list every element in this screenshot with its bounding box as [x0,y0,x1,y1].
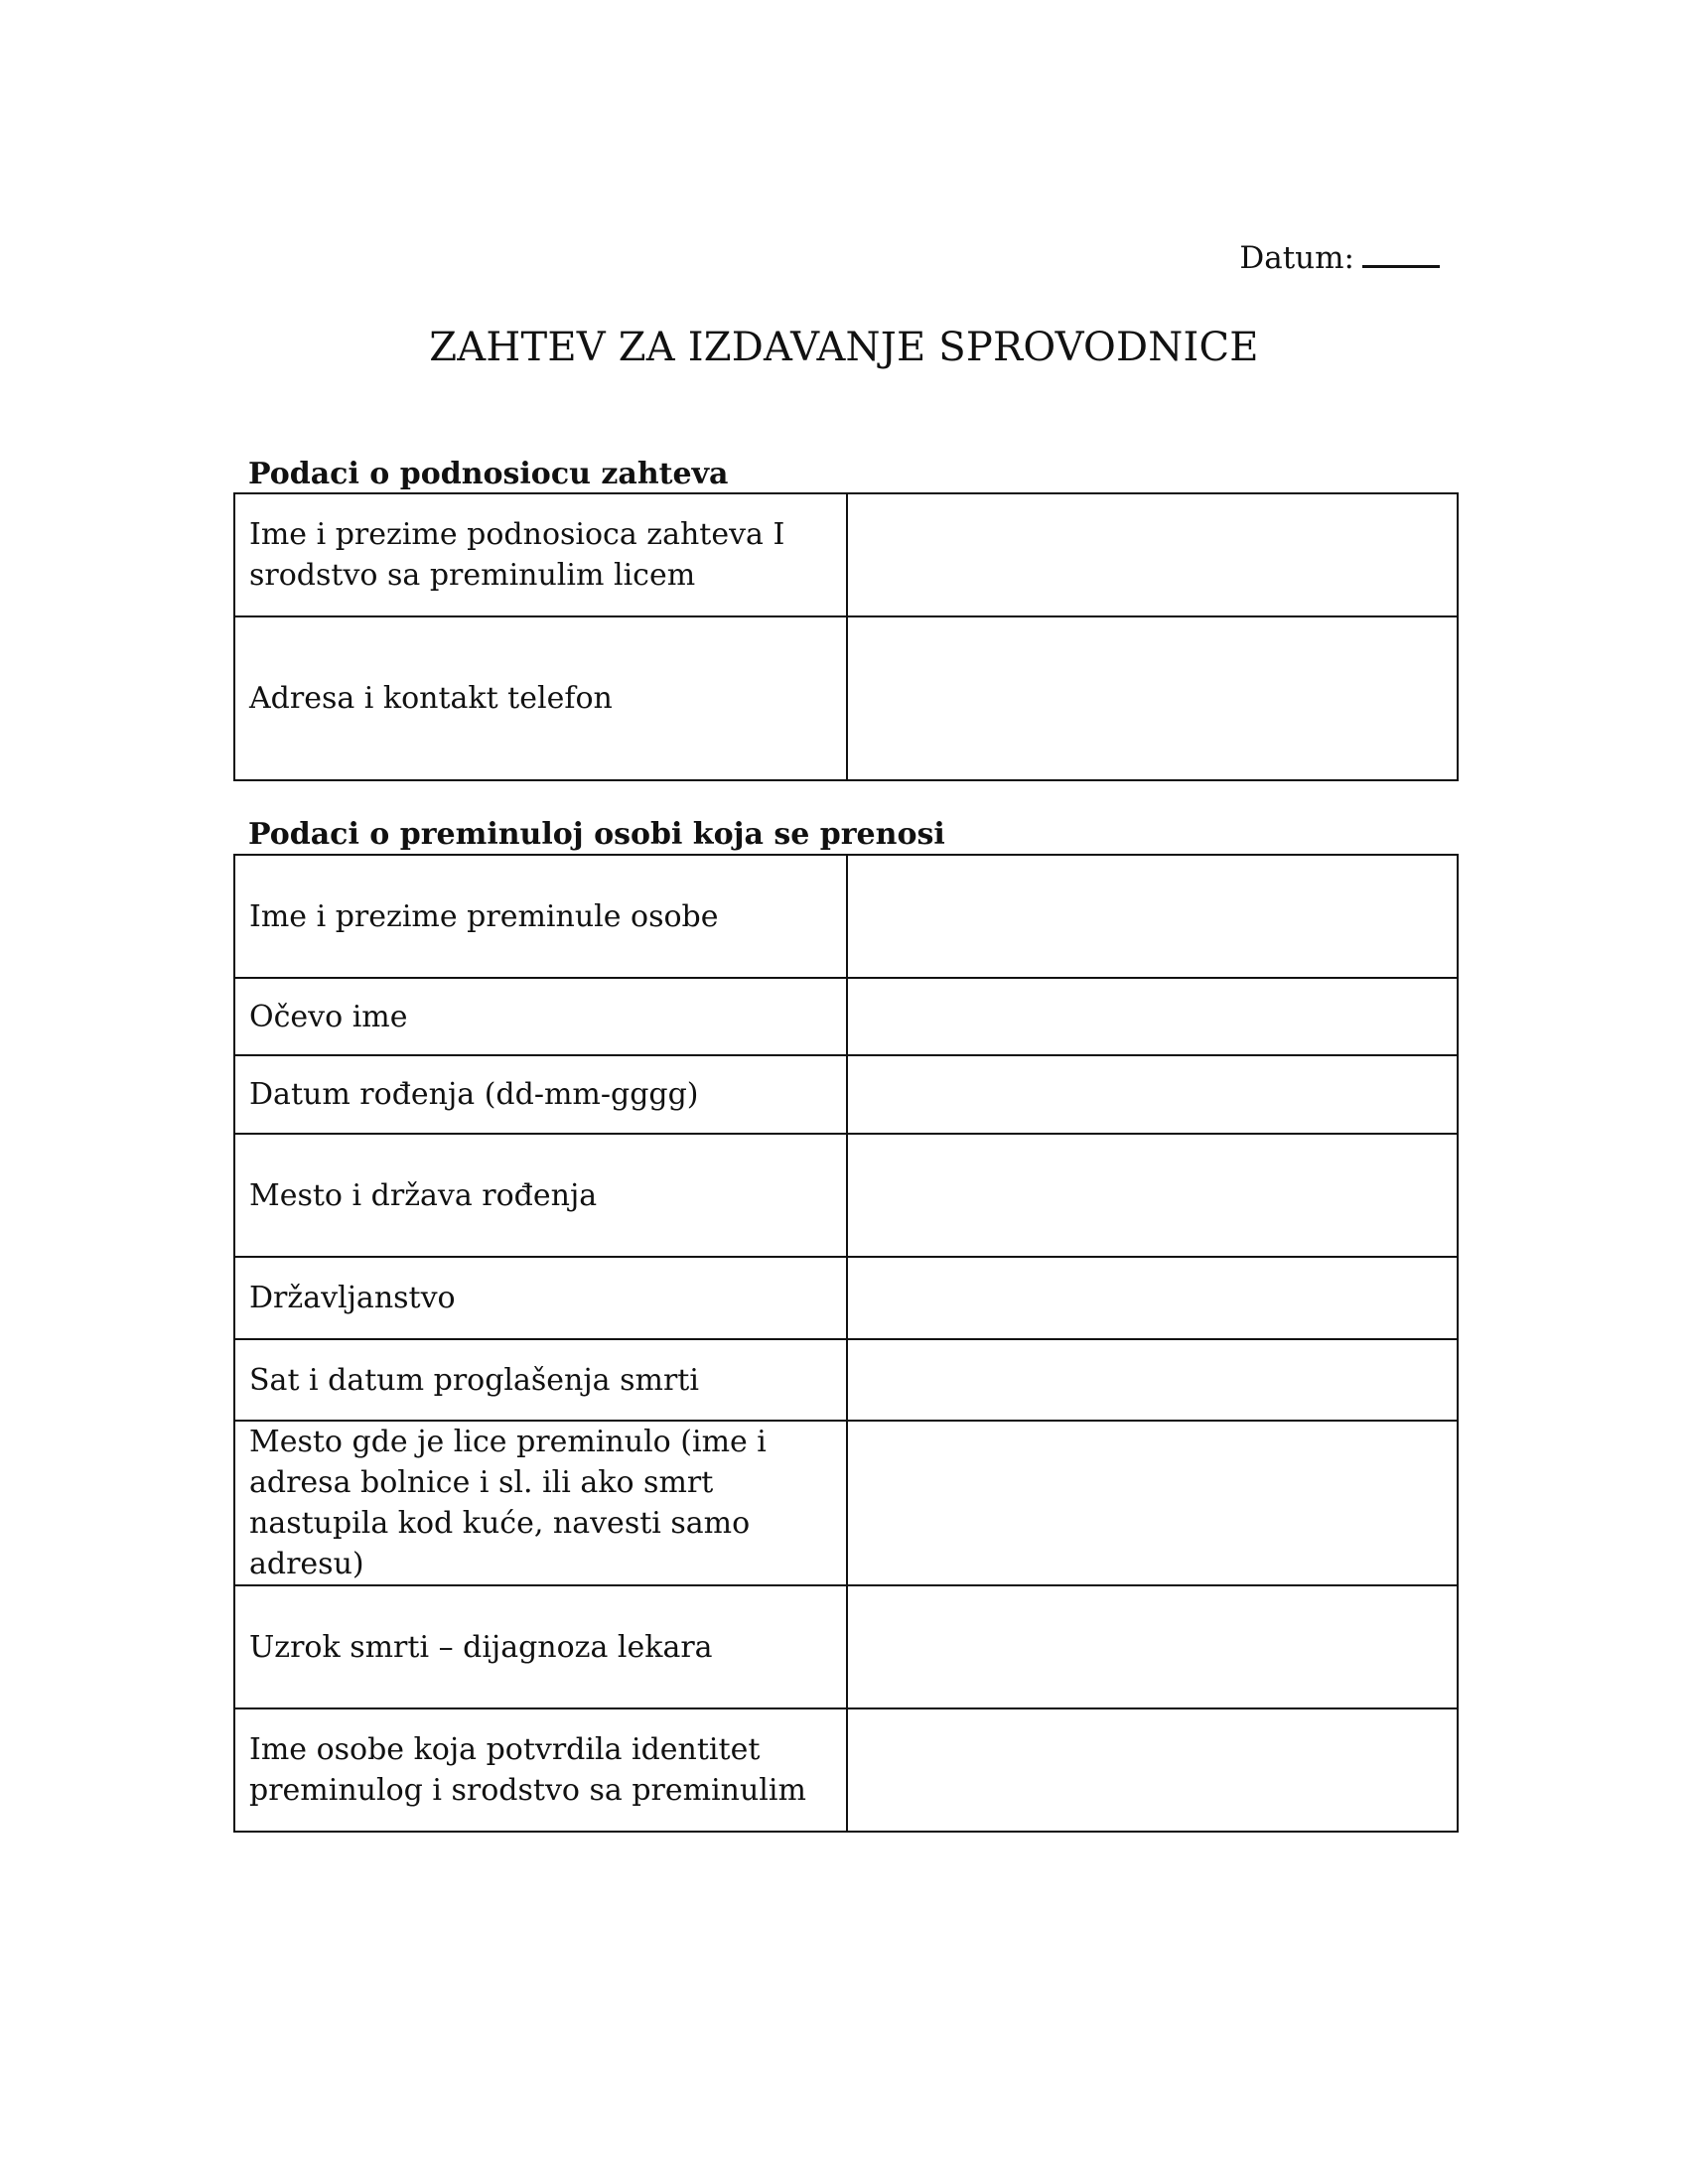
table-row [234,1134,1458,1257]
field-label: Ime osobe koja potvrdila identitet preminulog i srodstvo sa preminulim [234,1708,847,1832]
field-value[interactable] [847,978,1458,1055]
field-label: Ime i prezime preminule osobe [234,855,847,978]
field-label: Državljanstvo [234,1257,847,1339]
table-row [234,855,1458,978]
field-label: Sat i datum proglašenja smrti [234,1339,847,1421]
section-heading-deceased: Podaci o preminuloj osobi koja se prenosi [248,817,945,852]
field-label: Uzrok smrti – dijagnoza lekara [234,1585,847,1708]
table-row [234,1421,1458,1585]
field-label: Ime i prezime podnosioca zahteva I srodstvo sa preminulim licem [234,493,847,616]
section-heading-applicant: Podaci o podnosiocu zahteva [248,457,729,491]
deceased-table [233,854,1459,1833]
table-row [234,616,1458,780]
field-label: Datum rođenja (dd-mm-gggg) [234,1055,847,1134]
field-value[interactable] [847,616,1458,780]
field-value[interactable] [847,1257,1458,1339]
table-row [234,1257,1458,1339]
table-row [234,1339,1458,1421]
field-value[interactable] [847,1339,1458,1421]
applicant-table [233,492,1459,781]
document-title: ZAHTEV ZA IZDAVANJE SPROVODNICE [429,325,1259,370]
field-value[interactable] [847,1421,1458,1585]
table-row [234,493,1458,616]
field-value[interactable] [847,855,1458,978]
field-label: Mesto gde je lice preminulo (ime i adresa bolnice i sl. ili ako smrt nastupila kod kuće, navesti samo adresu) [234,1421,847,1585]
date-blank[interactable] [1362,239,1440,268]
table-row [234,978,1458,1055]
table-row [234,1708,1458,1832]
field-label: Adresa i kontakt telefon [234,616,847,780]
field-value[interactable] [847,1134,1458,1257]
field-label: Mesto i država rođenja [234,1134,847,1257]
field-label: Očevo ime [234,978,847,1055]
field-value[interactable] [847,493,1458,616]
table-row [234,1055,1458,1134]
table-row [234,1585,1458,1708]
field-value[interactable] [847,1585,1458,1708]
date-line [1239,238,1440,278]
field-value[interactable] [847,1055,1458,1134]
date-label: Datum: [1239,240,1354,276]
field-value[interactable] [847,1708,1458,1832]
